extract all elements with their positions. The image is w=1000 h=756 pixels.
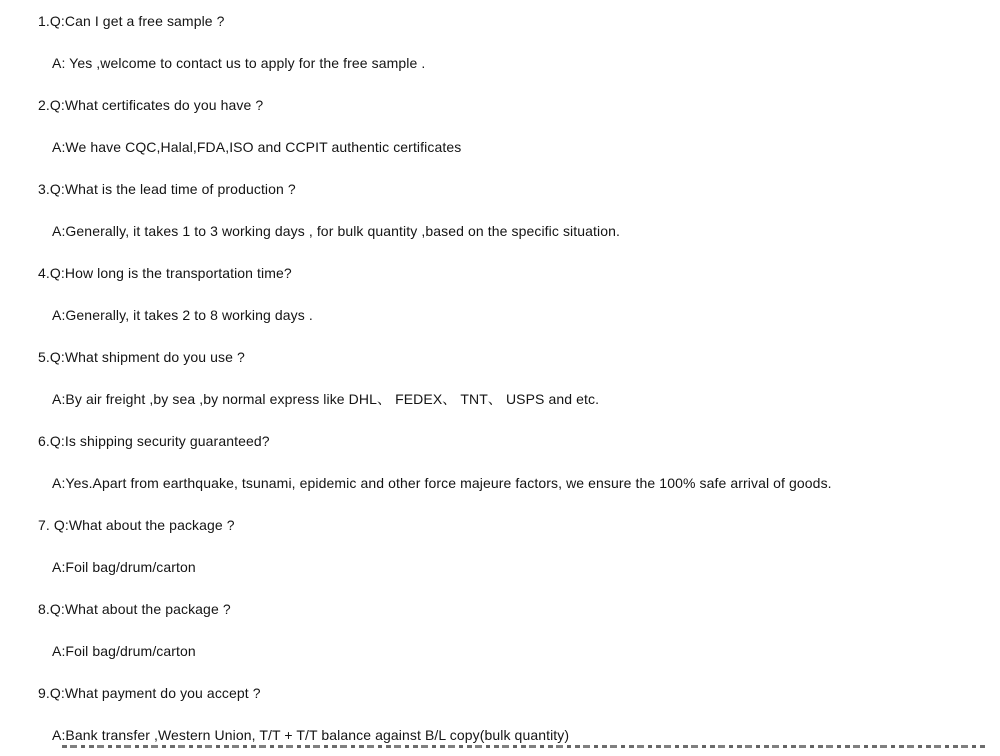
faq-question: 2.Q:What certificates do you have ? [38, 97, 264, 113]
faq-question: 7. Q:What about the package ? [38, 517, 235, 533]
faq-answer: A:Bank transfer ,Western Union, T/T + T/T balance against B/L copy(bulk quantity) [52, 727, 570, 743]
faq-answer: A: Yes ,welcome to contact us to apply for the free sample . [52, 55, 426, 71]
faq-answer: A:Yes.Apart from earthquake, tsunami, epidemic and other force majeure factors, we ensure the 100% safe arrival of goods. [52, 475, 832, 491]
faq-question: 1.Q:Can I get a free sample ? [38, 13, 225, 29]
faq-answer: A:Foil bag/drum/carton [52, 559, 196, 575]
faq-question: 8.Q:What about the package ? [38, 601, 231, 617]
faq-answer: A:We have CQC,Halal,FDA,ISO and CCPIT authentic certificates [52, 139, 462, 155]
faq-question: 5.Q:What shipment do you use ? [38, 349, 245, 365]
faq-answer: A:Generally, it takes 1 to 3 working days , for bulk quantity ,based on the specific situation. [52, 223, 620, 239]
faq-answer: A:By air freight ,by sea ,by normal express like DHL、 FEDEX、 TNT、 USPS and etc. [52, 391, 600, 407]
faq-question: 6.Q:Is shipping security guaranteed? [38, 433, 270, 449]
faq-question: 3.Q:What is the lead time of production ? [38, 181, 296, 197]
faq-question: 9.Q:What payment do you accept ? [38, 685, 261, 701]
faq-answer: A:Foil bag/drum/carton [52, 643, 196, 659]
faq-question: 4.Q:How long is the transportation time? [38, 265, 292, 281]
faq-answer: A:Generally, it takes 2 to 8 working days . [52, 307, 313, 323]
